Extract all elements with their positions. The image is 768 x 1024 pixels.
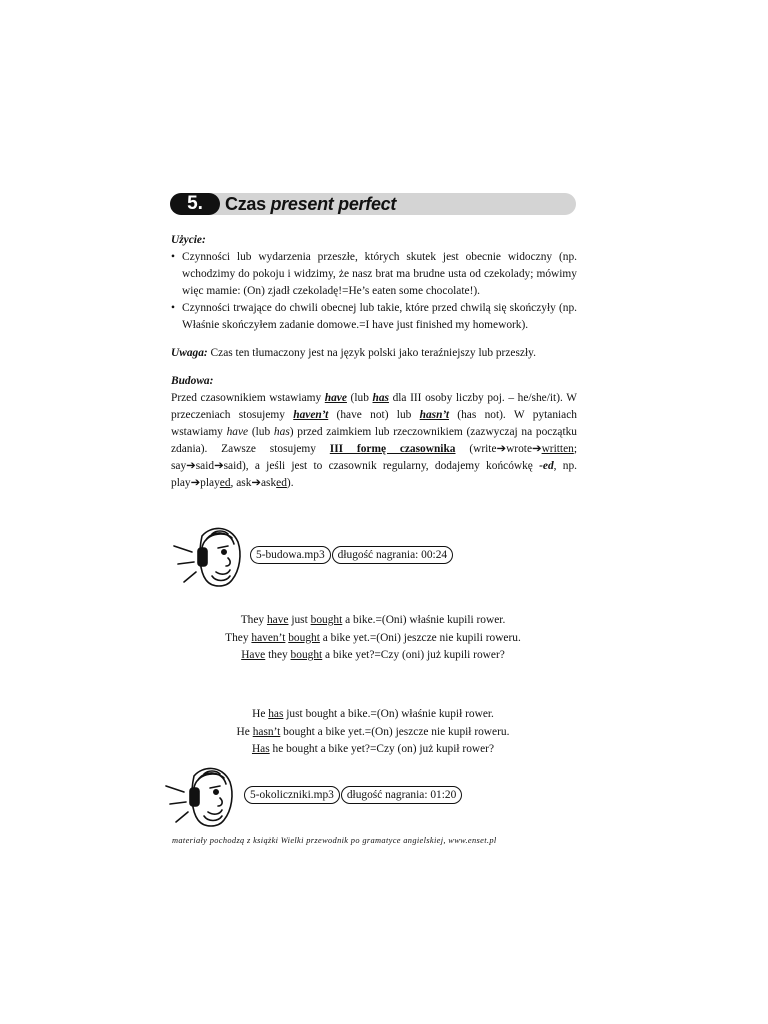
construction-t12: ). [286,477,294,489]
audio-duration-2: długość nagrania: 01:20 [341,786,462,804]
example-aux: has [268,708,284,720]
example-line [170,630,576,648]
construction-have-italic: have [226,426,249,438]
headphones-face-icon [164,766,236,832]
usage-bullet-1: • Czynności lub wydarzenia przeszłe, których skutek jest obecnie widoczny (np. wchodzimy do pokoju i widzimy, że nasz brat ma brudne usta od czekolady; mówimy więc mamie: (On) zjadł czekoladę!=He’s eaten some chocolate!). [171,249,577,300]
example-text: just bought a bike.=(On) właśnie kupił rower. [283,708,494,720]
chapter-number: 5. [170,193,220,215]
construction-t1: Przed czasownikiem wstawiamy [171,392,325,404]
construction-ed-played: ed [219,477,231,489]
example-text: just [288,614,311,626]
construction-section [171,373,577,492]
example-aux: haven’t [251,631,286,644]
audio-file-name-1[interactable]: 5-budowa.mp3 [250,546,331,564]
note-label: Uwaga: [171,347,208,359]
construction-t4: (have not) lub [328,409,420,421]
example-line [170,647,576,665]
example-text: They [225,631,252,644]
example-text: They [240,614,267,626]
construction-havent: haven’t [293,409,329,421]
example-aux: have [266,614,289,626]
construction-has: has [372,392,389,404]
example-line [170,612,576,630]
example-text: bought a bike yet.=(On) jeszcze nie kupił roweru. [280,725,510,738]
construction-t3: dla III osoby liczby poj. – he/she/it). W przeczeniach stosujemy [171,392,578,421]
headphones-face-icon [172,526,244,592]
construction-t9: ; say➔said➔said), a jeśli jest to czasownik regularny, dodajemy końcówkę [171,443,577,472]
construction-t11: , ask➔ask [230,477,277,489]
construction-ed: -ed [539,460,554,472]
construction-third-form: III formę czasownika [329,443,456,455]
example-text: He [252,708,269,720]
construction-t7: ) przed zaimkiem lub rzeczownikiem (zazwyczaj na początku zdania). Zawsze stosujemy [171,426,578,455]
construction-ed-asked: ed [276,477,287,489]
audio-player-2[interactable] [244,786,462,804]
example-aux: Have [241,649,266,661]
construction-hasnt: hasn’t [419,409,449,421]
example-line [170,724,576,742]
construction-written: written [541,443,574,455]
examples-singular [170,706,576,759]
usage-bullet-2: • Czynności trwające do chwili obecnej lub takie, które przed chwilą się skończyły (np. Właśnie skończyłem zadanie domowe.=I have just finished my homework). [171,300,577,334]
example-text: a bike yet?=Czy (oni) już kupili rower? [322,649,505,661]
chapter-title [225,193,396,215]
construction-paragraph [171,390,577,492]
example-verb: bought [290,649,323,661]
example-verb: bought [310,614,343,626]
construction-has-italic: has [273,426,290,438]
example-text: he bought a bike yet?=Czy (on) już kupił rower? [269,743,495,755]
usage-heading: Użycie: [171,234,206,246]
chapter-title-plain: Czas [225,194,271,214]
main-content [171,232,577,492]
construction-t5: (has not). W pytaniach wstawiamy [171,409,577,438]
audio-file-name-2[interactable]: 5-okoliczniki.mp3 [244,786,340,804]
construction-have: have [324,392,347,404]
chapter-header [170,193,576,215]
audio-duration-1: długość nagrania: 00:24 [332,546,453,564]
example-text: they [265,649,291,661]
construction-heading: Budowa: [171,375,214,387]
note-text: Czas ten tłumaczony jest na język polski jako teraźniejszy lub przeszły. [207,347,536,359]
audio-player-1[interactable] [250,546,453,564]
example-text: a bike.=(Oni) właśnie kupili rower. [342,614,506,626]
construction-t2: (lub [346,392,373,404]
example-verb: bought [288,631,320,644]
example-text: a bike yet.=(Oni) jeszcze nie kupili roweru. [319,631,521,644]
examples-plural [170,612,576,665]
note-paragraph [171,345,577,362]
source-footer: materiały pochodzą z książki Wielki przewodnik po gramatyce angielskiej, www.enset.pl [172,836,497,845]
example-text: He [236,725,253,738]
chapter-title-italic: present perfect [270,194,397,214]
example-aux: Has [251,743,270,755]
example-aux: hasn’t [252,725,281,738]
example-line [170,741,576,759]
construction-t6: (lub [248,426,274,438]
example-line [170,706,576,724]
construction-t8: (write➔wrote➔ [455,443,542,455]
construction-t10: , np. play➔play [171,460,578,489]
